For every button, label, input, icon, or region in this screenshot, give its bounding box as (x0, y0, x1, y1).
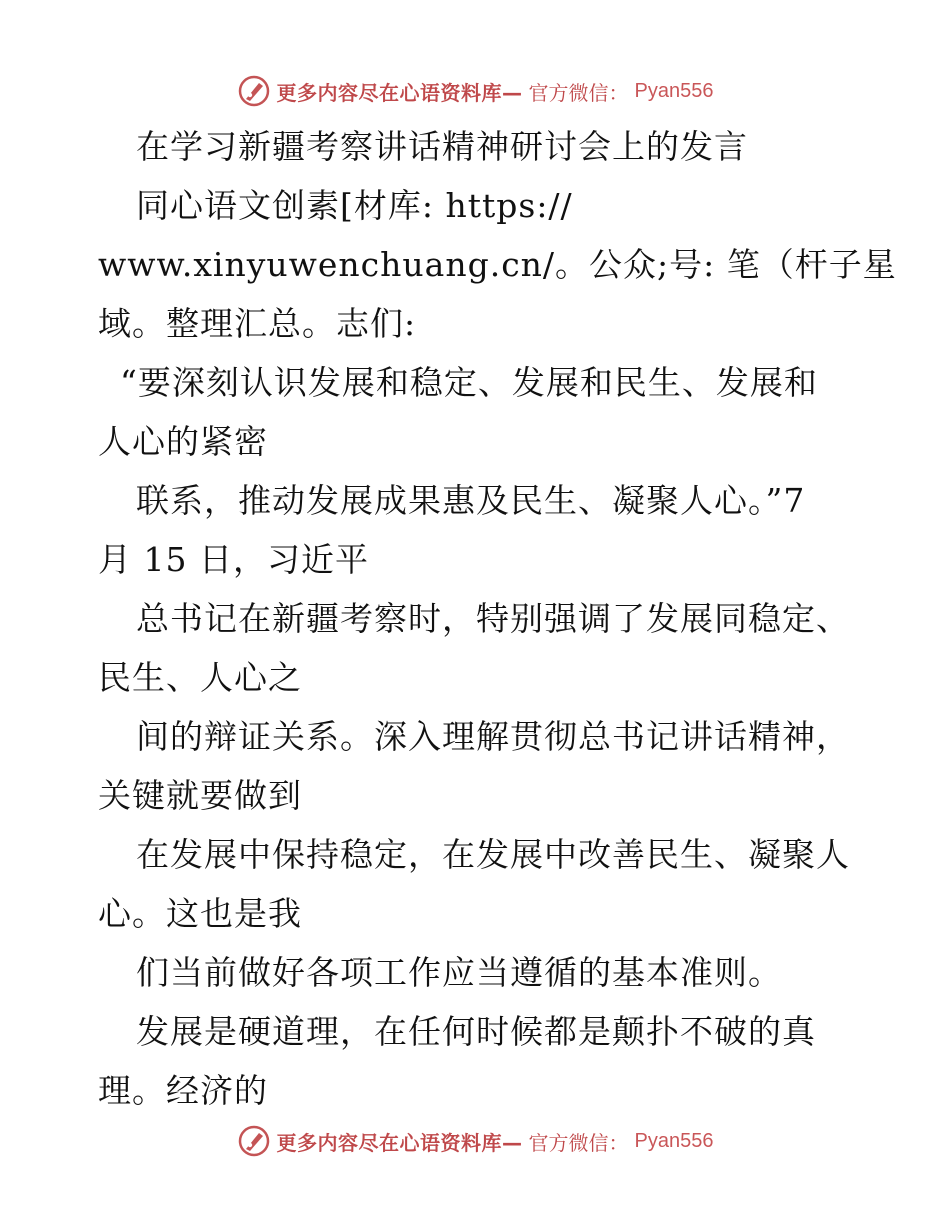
text-line: 域。整理汇总。志们: (98, 304, 417, 343)
text-line: 总书记在新疆考察时，特别强调了发展同稳定、 (136, 599, 850, 638)
text-line: 同心语文创素[材库: https:// (136, 186, 573, 225)
footer-watermark-banner (0, 1121, 950, 1161)
text-line: 理。经济的 (98, 1071, 268, 1110)
text-line: 关键就要做到 (98, 776, 302, 815)
text-line: “要深刻认识发展和稳定、发展和民生、发展和 (120, 363, 818, 402)
banner-wechat-id: Pyan556 (634, 79, 714, 102)
text-line: 月 15 日，习近平 (98, 540, 369, 579)
text-line: 发展是硬道理，在任何时候都是颠扑不破的真 (136, 1012, 816, 1051)
text-line: 人心的紧密 (98, 422, 268, 461)
banner-wechat-id: Pyan556 (634, 1129, 714, 1152)
banner-main-text: 更多内容尽在心语资料库— (276, 1130, 523, 1155)
document-title: 在学习新疆考察讲话精神研讨会上的发言 (136, 127, 748, 166)
text-line: 们当前做好各项工作应当遵循的基本准则。 (136, 953, 782, 992)
banner-wechat-label: 官方微信： (528, 80, 629, 105)
banner-wechat-label: 官方微信： (528, 1130, 629, 1155)
header-watermark-banner (0, 71, 950, 111)
text-line: 心。这也是我 (98, 894, 302, 933)
banner-main-text: 更多内容尽在心语资料库— (276, 80, 523, 105)
text-line: 民生、人心之 (98, 658, 302, 697)
pen-logo-icon (237, 1124, 271, 1158)
text-line: 在发展中保持稳定，在发展中改善民生、凝聚人 (136, 835, 850, 874)
text-line: 间的辩证关系。深入理解贯彻总书记讲话精神， (136, 717, 850, 756)
text-line: 联系，推动发展成果惠及民生、凝聚人心。”7 (136, 481, 806, 520)
pen-logo-icon (237, 74, 271, 108)
text-line: www.xinyuwenchuang.cn/。公众;号: 笔（杆子星 (98, 245, 897, 284)
